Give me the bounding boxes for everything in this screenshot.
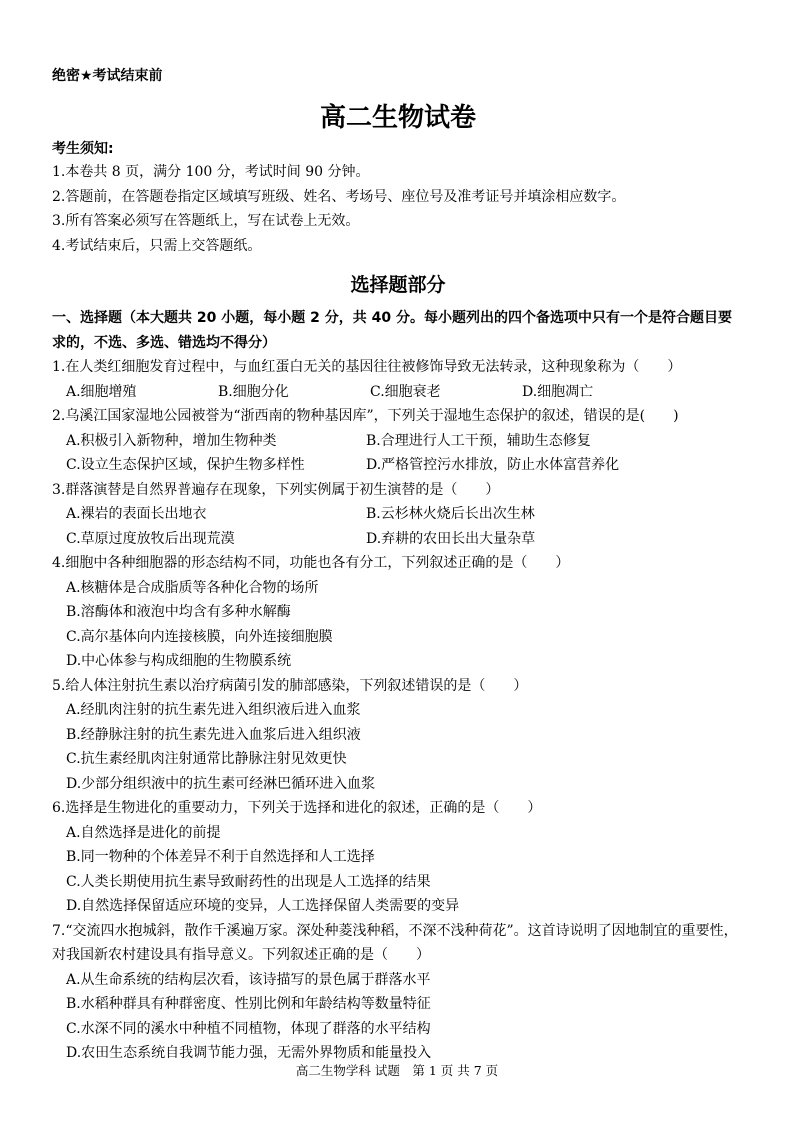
option-d: D.细胞凋亡 (522, 383, 594, 400)
notice-item: 4.考试结束后，只需上交答题纸。 (52, 237, 262, 254)
option-c: C.人类长期使用抗生素导致耐药性的出现是人工选择的结果 (66, 873, 431, 890)
question-stem: 7.“交流四水抱城斜，散作千溪遍万家。深处种菱浅种稻，不深不浅种荷花”。这首诗说明了因地制宜的重要性，对我国新农村建设具有指导意义。下列叙述正确的是（ ） (52, 922, 738, 963)
option-c: C.高尔基体向内连接核膜，向外连接细胞膜 (66, 628, 333, 645)
option-a: A.经肌肉注射的抗生素先进入组织液后进入血浆 (66, 702, 361, 718)
option-c: C.细胞衰老 (370, 383, 441, 400)
option-c: C.草原过度放牧后出现荒漠 (66, 530, 235, 547)
option-c: C.水深不同的溪水中种植不同植物，体现了群落的水平结构 (66, 1020, 431, 1037)
option-d: D.少部分组织液中的抗生素可经淋巴循环进入血浆 (66, 775, 376, 792)
option-a: A.裸岩的表面长出地衣 (66, 506, 207, 522)
question-7 (52, 919, 744, 1066)
options-row (52, 502, 744, 527)
option-d: D.中心体参与构成细胞的生物膜系统 (66, 653, 292, 669)
options-row (52, 429, 744, 454)
question-1 (52, 355, 744, 404)
option-a: A.核糖体是合成脂质等各种化合物的场所 (66, 579, 319, 596)
option-d: D.弃耕的农田长出大量杂草 (366, 530, 536, 547)
option-a: A.自然选择是进化的前提 (66, 824, 221, 841)
notice-item: 2.答题前，在答题卷指定区域填写班级、姓名、考场号、座位号及准考证号并填涂相应数字。 (52, 188, 626, 205)
section-instructions: 一、选择题（本大题共 20 小题，每小题 2 分，共 40 分。每小题列出的四个备选项中只有一个是符合题目要求的，不选、多选、错选均不得分） (52, 310, 732, 351)
option-a: A.积极引入新物种，增加生物种类 (66, 432, 277, 449)
question-stem: 4.细胞中各种细胞器的形态结构不同，功能也各有分工，下列叙述正确的是（ ） (52, 555, 570, 571)
confidential-label: 绝密★考试结束前 (52, 68, 163, 84)
option-b: B.同一物种的个体差异不利于自然选择和人工选择 (66, 849, 375, 865)
question-stem: 6.选择是生物进化的重要动力，下列关于选择和进化的叙述，正确的是（ ） (52, 800, 542, 816)
question-3 (52, 478, 744, 552)
page-title: 高二生物试卷 (319, 103, 476, 133)
option-d: D.自然选择保留适应环境的变异，人工选择保留人类需要的变异 (66, 898, 460, 914)
notice-heading: 考生须知: (52, 141, 114, 157)
option-d: D.农田生态系统自我调节能力强，无需外界物质和能量投入 (66, 1045, 432, 1061)
question-6 (52, 796, 744, 919)
option-d: D.严格管控污水排放，防止水体富营养化 (366, 457, 620, 473)
options-row (52, 527, 744, 552)
exam-page (52, 60, 744, 1066)
option-b: B.经静脉注射的抗生素先进入血浆后进入组织液 (66, 726, 361, 743)
question-5 (52, 674, 744, 797)
page-footer: 高二生物学科 试题 第 1 页 共 7 页 (295, 1063, 499, 1078)
question-stem: 1.在人类红细胞发育过程中，与血红蛋白无关的基因往往被修饰导致无法转录，这种现象称为（ ） (52, 359, 682, 375)
option-b: B.合理进行人工干预，辅助生态修复 (366, 432, 591, 449)
option-c: C.设立生态保护区域，保护生物多样性 (66, 457, 305, 473)
option-b: B.云杉林火烧后长出次生林 (366, 506, 535, 522)
option-a: A.细胞增殖 (66, 383, 137, 400)
section-title: 选择题部分 (350, 274, 446, 296)
question-stem: 2.乌溪江国家湿地公园被誉为“浙西南的物种基因库”，下列关于湿地生态保护的叙述，错误的是( ) (52, 408, 679, 424)
notice-block (52, 138, 744, 258)
option-b: B.水稻种群具有种群密度、性别比例和年龄结构等数量特征 (66, 996, 431, 1012)
option-c: C.抗生素经肌肉注射通常比静脉注射见效更快 (66, 751, 347, 767)
question-4 (52, 551, 744, 674)
option-b: B.细胞分化 (218, 383, 289, 400)
question-stem: 5.给人体注射抗生素以治疗病菌引发的肺部感染，下列叙述错误的是（ ） (52, 677, 528, 694)
notice-item: 3.所有答案必须写在答题纸上，写在试卷上无效。 (52, 213, 360, 229)
options-row (52, 380, 744, 405)
question-2 (52, 404, 744, 478)
options-row (52, 453, 744, 478)
question-stem: 3.群落演替是自然界普遍存在现象，下列实例属于初生演替的是（ ） (52, 481, 500, 498)
option-b: B.溶酶体和液泡中均含有多种水解酶 (66, 604, 291, 620)
option-a: A.从生命系统的结构层次看，该诗描写的景色属于群落水平 (66, 971, 431, 988)
notice-item: 1.本卷共 8 页，满分 100 分，考试时间 90 分钟。 (52, 164, 370, 180)
